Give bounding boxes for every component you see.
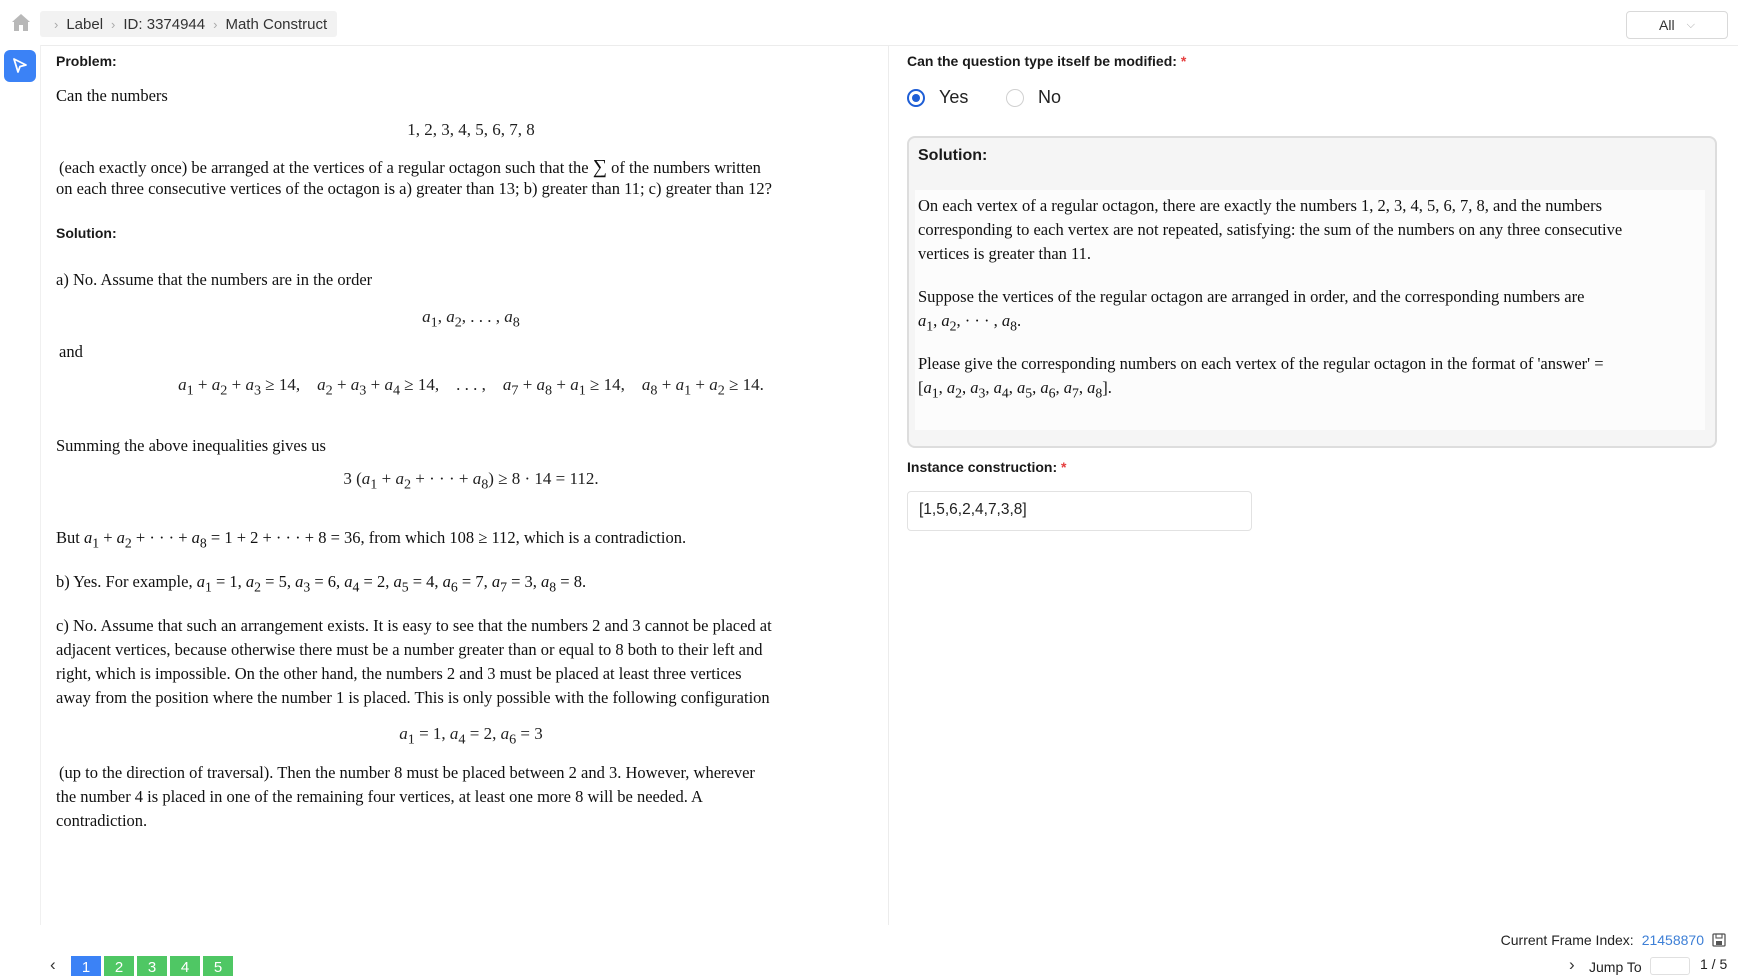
solution-summing: Summing the above inequalities gives us — [56, 436, 326, 455]
radio-no[interactable] — [1006, 87, 1061, 108]
solution-c-end-3: contradiction. — [56, 811, 148, 830]
chevron-right-icon: › — [213, 16, 218, 32]
filter-select[interactable] — [1626, 11, 1728, 39]
frame-index — [1501, 932, 1704, 948]
question-modify-label: Can the question type itself be modified: * — [907, 53, 1187, 69]
formula-inequalities: $a_1 + a_2 + a_3 \ge 14$, $a_2 + a_3 + a_4 \ge 14$, . . . , $a_7 + a_8 + a_1 \ge 14$, $a_8 + a_1 + a_2 \ge 14$. — [178, 375, 764, 399]
solution-c-line-2: adjacent vertices, because otherwise there must be a number greater than or equal to 8 both to their left and — [56, 640, 763, 659]
solution-but-line: But $a_1 + a_2$ + · · · + $a_8 = 1 + 2$ + · · · + 8 = 36, from which 108 ≥ 112, which is a contradiction. — [56, 528, 687, 551]
problem-panel — [40, 45, 889, 925]
radio-yes[interactable] — [907, 87, 968, 108]
page-button-5[interactable]: 5 — [203, 956, 233, 976]
jump-to-label: Jump To — [1589, 959, 1642, 975]
left-rail — [0, 45, 41, 925]
problem-label: Problem: — [56, 53, 117, 69]
radio-no-dot[interactable] — [1006, 89, 1024, 107]
solution-p2-formula: $a_1$, $a_2$, · · · , $a_8$. — [918, 311, 1022, 334]
chevron-right-icon: › — [111, 16, 116, 32]
jump-to-input[interactable] — [1650, 957, 1690, 975]
solution-a-intro: a) No. Assume that the numbers are in the order — [56, 270, 373, 289]
pointer-tool-button[interactable] — [4, 50, 36, 82]
frame-index-label: Current Frame Index: — [1500, 932, 1634, 948]
solution-c-line-4: away from the position where the number 1 is placed. This is only possible with the following configuration — [56, 688, 770, 707]
radio-yes-label[interactable]: Yes — [939, 87, 969, 107]
page-button-2[interactable]: 2 — [104, 956, 134, 976]
home-icon[interactable] — [9, 11, 33, 35]
solution-c-end-2: the number 4 is placed in one of the remaining four vertices, at least one more 8 will be needed. A — [56, 787, 703, 806]
solution-and: and — [59, 342, 83, 361]
solution-p3-line-1: Please give the corresponding numbers on each vertex of the regular octagon in the format of 'answer' = — [918, 354, 1604, 373]
page-button-4[interactable]: 4 — [170, 956, 200, 976]
chevron-right-icon: › — [54, 16, 59, 32]
radio-no-label[interactable]: No — [1038, 87, 1062, 107]
formula-sequence: $a_1$, $a_2$, . . . , $a_8$ — [422, 307, 520, 331]
solution-p2-line-1: Suppose the vertices of the regular octagon are arranged in order, and the corresponding numbers are — [918, 287, 1585, 306]
problem-text-line-2: on each three consecutive vertices of the octagon is a) greater than 13; b) greater than 11; c) greater than 12? — [56, 179, 772, 198]
solution-c-line-3: right, which is impossible. On the other hand, the numbers 2 and 3 must be placed at least three vertices — [56, 664, 742, 683]
radio-yes-dot[interactable] — [907, 89, 925, 107]
top-bar — [0, 0, 1738, 46]
pagination — [0, 956, 1738, 976]
solution-p1-line-1: On each vertex of a regular octagon, there are exactly the numbers 1, 2, 3, 4, 5, 6, 7, 8, and the numbers — [918, 196, 1603, 215]
solution-text-area[interactable] — [915, 190, 1705, 430]
chevron-down-icon: ⌵ — [1686, 18, 1695, 31]
breadcrumb-item-id[interactable]: ID: 3374944 — [123, 15, 206, 33]
cursor-icon — [11, 57, 29, 75]
formula-configuration: $a_1 = 1$, $a_4 = 2$, $a_6 = 3$ — [399, 724, 543, 748]
solution-b-line: b) Yes. For example, $a_1 = 1$, $a_2 = 5$, $a_3 = 6$, $a_4 = 2$, $a_5 = 4$, $a_6 = 7$, $a_7 = 3$, $a_8 = 8$. — [56, 572, 587, 595]
problem-text-line-1: (each exactly once) be arranged at the vertices of a regular octagon such that the ∑ of the numbers written — [59, 156, 761, 178]
solution-p3-formula: [$a_1$, $a_2$, $a_3$, $a_4$, $a_5$, $a_6$, $a_7$, $a_8$]. — [918, 378, 1112, 401]
solution-title: Solution: — [918, 147, 988, 164]
breadcrumb-item-label[interactable]: Label — [66, 15, 104, 33]
page-button-3[interactable]: 3 — [137, 956, 167, 976]
instance-construction-label: Instance construction: * — [907, 459, 1067, 475]
page-count: 1 / 5 — [1700, 956, 1728, 972]
save-icon[interactable] — [1712, 933, 1726, 947]
breadcrumb — [40, 11, 337, 37]
breadcrumb-item-type: Math Construct — [225, 15, 328, 33]
next-page-icon[interactable]: › — [1569, 955, 1575, 974]
solution-c-end-1: (up to the direction of traversal). Then the number 8 must be placed between 2 and 3. However, wherever — [59, 763, 755, 782]
solution-c-line-1: c) No. Assume that such an arrangement exists. It is easy to see that the numbers 2 and 3 cannot be placed at — [56, 616, 772, 635]
solution-p1-line-3: vertices is greater than 11. — [918, 244, 1092, 263]
filter-select-value: All — [1659, 17, 1675, 33]
formula-sum: 3 ($a_1 + a_2$ + · · · + $a_8) \ge 8 \cdot 14 = 112$. — [343, 469, 599, 493]
solution-label: Solution: — [56, 225, 117, 241]
frame-index-link[interactable]: 21458870 — [1641, 932, 1704, 948]
prev-page-icon[interactable]: ‹ — [50, 955, 56, 974]
instance-construction-input[interactable]: [1,5,6,2,4,7,3,8] — [907, 491, 1252, 531]
problem-numbers: 1, 2, 3, 4, 5, 6, 7, 8 — [407, 120, 535, 139]
form-panel — [889, 45, 1738, 925]
solution-textarea[interactable] — [907, 136, 1717, 448]
problem-intro: Can the numbers — [56, 86, 168, 105]
page-button-1[interactable]: 1 — [71, 956, 101, 976]
solution-p1-line-2: corresponding to each vertex are not repeated, satisfying: the sum of the numbers on any three consecutive — [918, 220, 1623, 239]
